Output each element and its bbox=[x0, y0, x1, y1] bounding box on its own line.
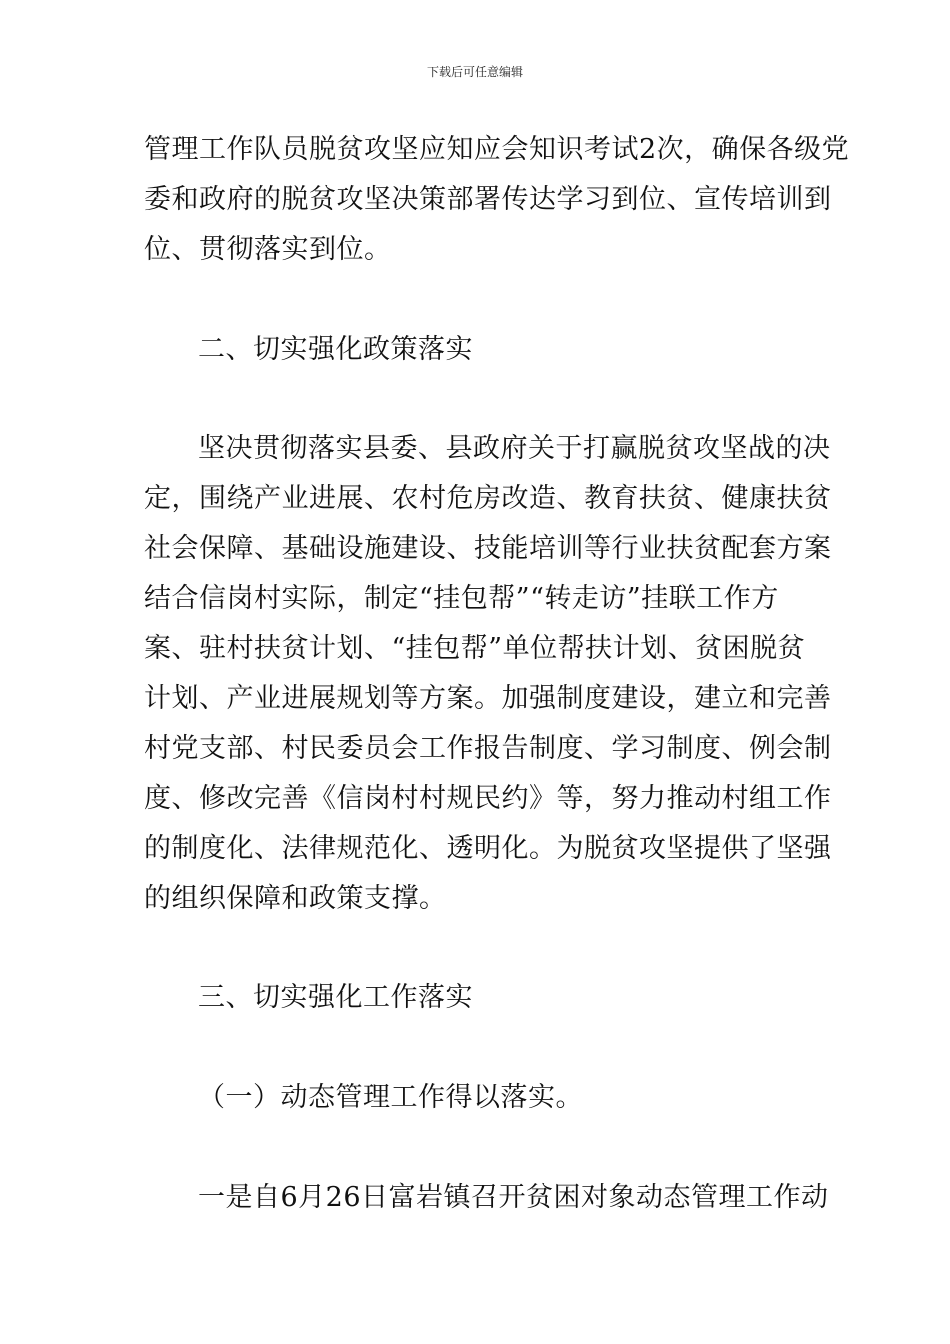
text-line: 管理工作队员脱贫攻坚应知应会知识考试2次，确保各级党 bbox=[144, 134, 850, 165]
text-line: 案、驻村扶贫计划、“挂包帮”单位帮扶计划、贫困脱贫 bbox=[144, 633, 806, 664]
section-heading-3 bbox=[144, 973, 808, 1023]
text-line: 村党支部、村民委员会工作报告制度、学习制度、例会制 bbox=[144, 733, 832, 764]
text-line: 委和政府的脱贫攻坚决策部署传达学习到位、宣传培训到 bbox=[144, 184, 832, 215]
paragraph-1 bbox=[144, 125, 850, 275]
text-line: 的组织保障和政策支撑。 bbox=[144, 883, 447, 914]
heading-text: 二、切实强化政策落实 bbox=[198, 334, 473, 365]
heading-text: 三、切实强化工作落实 bbox=[198, 982, 473, 1013]
header-note: 下载后可任意编辑 bbox=[426, 65, 523, 79]
paragraph-2 bbox=[144, 424, 832, 924]
text-line: 结合信岗村实际，制定“挂包帮”“转走访”挂联工作方 bbox=[144, 583, 779, 614]
subheading-1 bbox=[144, 1073, 808, 1123]
text-line: 的制度化、法律规范化、透明化。为脱贫攻坚提供了坚强 bbox=[144, 833, 832, 864]
text-line: 坚决贯彻落实县委、县政府关于打赢脱贫攻坚战的决 bbox=[198, 433, 831, 464]
text-line: 一是自6月26日富岩镇召开贫困对象动态管理工作动 bbox=[198, 1182, 829, 1213]
text-line: 定，围绕产业进展、农村危房改造、教育扶贫、健康扶贫 bbox=[144, 483, 832, 514]
text-line: 社会保障、基础设施建设、技能培训等行业扶贫配套方案 bbox=[144, 533, 832, 564]
section-heading-2 bbox=[144, 325, 808, 375]
text-line: 度、修改完善《信岗村村规民约》等，努力推动村组工作 bbox=[144, 783, 832, 814]
text-line: 位、贯彻落实到位。 bbox=[144, 234, 392, 265]
text-line: 计划、产业进展规划等方案。加强制度建设，建立和完善 bbox=[144, 683, 832, 714]
subheading-text: （一）动态管理工作得以落实。 bbox=[198, 1082, 583, 1113]
paragraph-3 bbox=[144, 1173, 829, 1223]
